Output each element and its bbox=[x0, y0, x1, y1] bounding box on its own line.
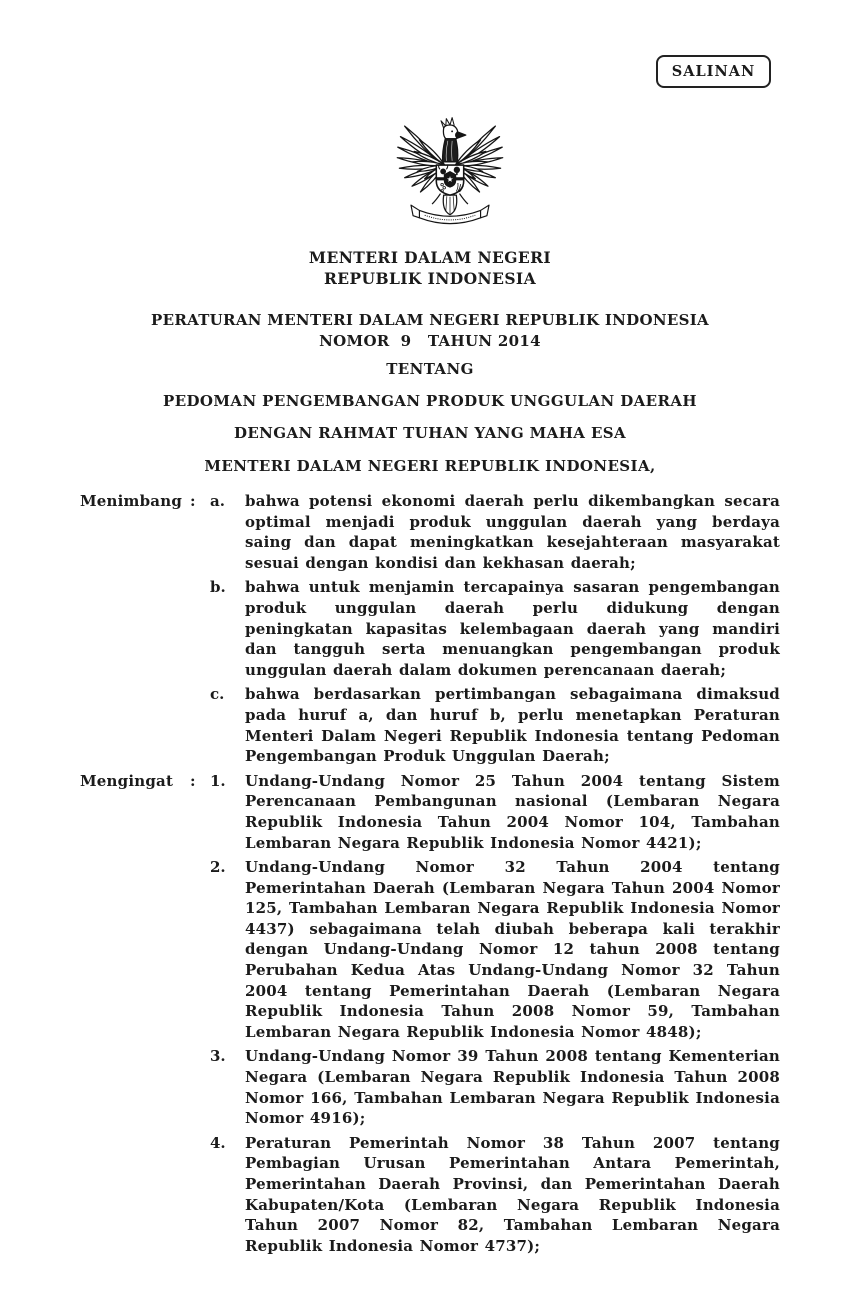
regulation-title-line1: PERATURAN MENTERI DALAM NEGERI REPUBLIK INDONESIA bbox=[151, 311, 709, 329]
colon: : bbox=[190, 771, 196, 790]
item-text: Undang-Undang Nomor 32 Tahun 2004 tentang Pemerintahan Daerah (Lembaran Negara Tahun 2004 Nomor 125, Tambahan Lembaran Negara Republik Indonesia Nomor 4437) sebagaimana telah diubah beberapa kali terakhir dengan Undang-Undang Nomor 12 tahun 2008 tentang Perubahan Kedua Atas Undang-Undang Nomor 32 Tahun 2004 tentang Pemerintahan Daerah (Lembaran Negara Republik Indonesia Tahun 2008 Nomor 59, Tambahan Lembaran Negara Republik Indonesia Nomor 4848); bbox=[245, 858, 780, 1041]
heading-subject: PEDOMAN PENGEMBANGAN PRODUK UNGGULAN DAERAH bbox=[163, 391, 697, 410]
emblem-wrap bbox=[80, 0, 780, 238]
document-content bbox=[80, 0, 780, 1260]
legal-basis-item-3 bbox=[80, 1046, 780, 1128]
heading-tentang: TENTANG bbox=[386, 360, 474, 378]
section-label-mengingat: Mengingat bbox=[80, 771, 174, 790]
regulation-number: NOMOR 9 TAHUN 2014 bbox=[319, 331, 541, 350]
item-text: bahwa untuk menjamin tercapainya sasaran pengembangan produk unggulan daerah perlu didukung dengan peningkatan kapasitas kelembagaan daerah yang mandiri dan tangguh serta menuangkan pengembangan produk unggulan daerah dalam dokumen perencanaan daerah; bbox=[245, 578, 780, 679]
preamble-sections bbox=[80, 491, 780, 1256]
legal-basis-item-1 bbox=[80, 771, 780, 853]
item-marker: 1. bbox=[210, 771, 226, 790]
consideration-item-a bbox=[80, 491, 780, 573]
consideration-item-c bbox=[80, 684, 780, 766]
item-marker: c. bbox=[210, 685, 225, 704]
section-label-menimbang: Menimbang bbox=[80, 492, 183, 510]
legal-basis-item-2 bbox=[80, 857, 780, 1042]
heading-invocation: DENGAN RAHMAT TUHAN YANG MAHA ESA bbox=[233, 424, 627, 442]
item-marker: b. bbox=[210, 578, 226, 597]
item-text: Undang-Undang Nomor 39 Tahun 2008 tentang Kementerian Negara (Lembaran Negara Republik Indonesia Tahun 2008 Nomor 166, Tambahan Lembaran Negara Republik Indonesia Nomor 4916); bbox=[245, 1047, 780, 1128]
regulation-title bbox=[80, 310, 780, 351]
heading-issuer: MENTERI DALAM NEGERI REPUBLIK INDONESIA, bbox=[204, 456, 656, 475]
item-marker: 3. bbox=[210, 1047, 226, 1066]
item-marker: 4. bbox=[210, 1133, 226, 1152]
letterhead-line2: REPUBLIK INDONESIA bbox=[324, 269, 536, 288]
item-text: Peraturan Pemerintah Nomor 38 Tahun 2007 tentang Pembagian Urusan Pemerintahan Antara Pemerintah, Pemerintahan Daerah Provinsi, dan Pemerintahan Daerah Kabupaten/Kota (Lembaran Negara Republik Indonesia Tahun 2007 Nomor 82, Tambahan Lembaran Negara Republik Indonesia Nomor 4737); bbox=[245, 1133, 780, 1255]
letterhead-line1: MENTERI DALAM NEGERI bbox=[308, 248, 552, 267]
garuda-pancasila-icon bbox=[392, 112, 508, 234]
legal-basis-item-4 bbox=[80, 1133, 780, 1257]
colon: : bbox=[190, 492, 196, 510]
item-marker: 2. bbox=[210, 858, 226, 877]
salinan-stamp-label: SALINAN bbox=[671, 63, 756, 80]
letterhead bbox=[80, 247, 780, 289]
item-text: bahwa berdasarkan pertimbangan sebagaimana dimaksud pada huruf a, dan huruf b, perlu menetapkan Peraturan Menteri Dalam Negeri Republik Indonesia tentang Pedoman Pengembangan Produk Unggulan Daerah; bbox=[245, 685, 780, 766]
item-text: bahwa potensi ekonomi daerah perlu dikembangkan secara optimal menjadi produk unggulan daerah yang berdaya saing dan dapat meningkatkan kesejahteraan masyarakat sesuai dengan kondisi dan kekhasan daerah; bbox=[245, 492, 780, 572]
consideration-item-b bbox=[80, 577, 780, 680]
item-marker: a. bbox=[210, 492, 225, 510]
item-text: Undang-Undang Nomor 25 Tahun 2004 tentang Sistem Perencanaan Pembangunan nasional (Lembaran Negara Republik Indonesia Tahun 2004 Nomor 104, Tambahan Lembaran Negara Republik Indonesia Nomor 4421); bbox=[245, 771, 780, 852]
